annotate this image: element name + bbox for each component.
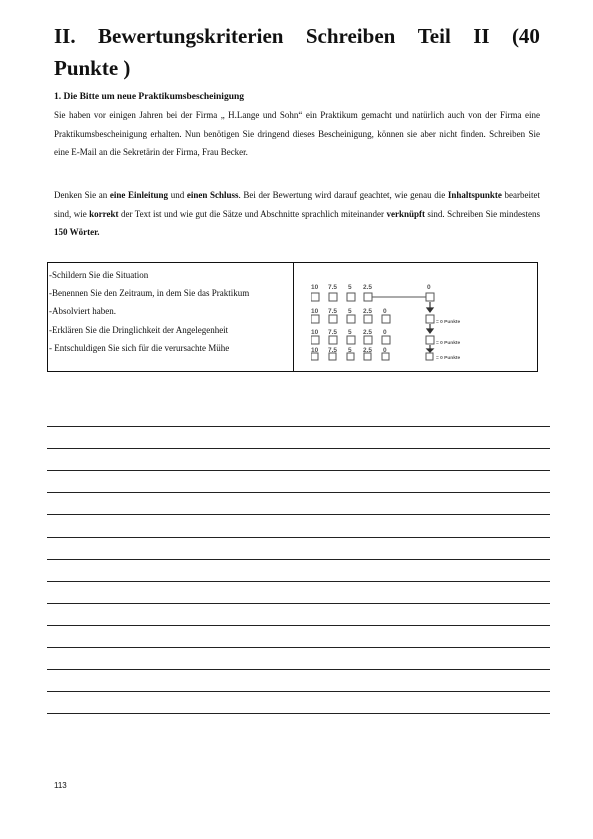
writing-line[interactable] bbox=[47, 538, 550, 560]
title-word: Teil bbox=[417, 24, 451, 48]
writing-line[interactable] bbox=[47, 427, 550, 449]
writing-line[interactable] bbox=[47, 692, 550, 714]
score-checkbox bbox=[382, 353, 389, 360]
arrow-head-icon bbox=[427, 308, 433, 312]
score-label: 5 bbox=[348, 347, 352, 354]
instr-text: bearbeitet sind, wie bbox=[54, 190, 540, 219]
page-title bbox=[54, 20, 540, 84]
writing-line[interactable] bbox=[47, 626, 550, 648]
score-checkbox bbox=[382, 336, 390, 344]
instr-bold: einen Schluss bbox=[186, 190, 239, 200]
writing-area[interactable] bbox=[47, 405, 550, 714]
writing-line[interactable] bbox=[47, 560, 550, 582]
criteria-list bbox=[49, 266, 291, 357]
score-label: 0 bbox=[427, 284, 431, 291]
score-checkbox bbox=[347, 315, 355, 323]
criteria-item: - Entschuldigen Sie sich für die verursachte Mühe bbox=[49, 342, 230, 353]
writing-line[interactable] bbox=[47, 648, 550, 670]
title-line-1 bbox=[54, 20, 540, 52]
score-checkbox bbox=[347, 293, 355, 301]
instr-text: Denken Sie an bbox=[54, 190, 110, 200]
score-checkbox bbox=[426, 336, 434, 344]
score-checkbox bbox=[329, 353, 336, 360]
task-instructions bbox=[54, 186, 540, 242]
score-label: 0 bbox=[383, 308, 387, 315]
scoring-diagram bbox=[311, 283, 486, 361]
score-label: 10 bbox=[311, 347, 319, 354]
score-checkbox bbox=[329, 336, 337, 344]
score-label: 2.5 bbox=[363, 347, 373, 354]
task-intro: Sie haben vor einigen Jahren bei der Firma „ H.Lange und Sohn“ ein Praktikum gemacht und natürlich auch von der Firma eine Praktikumsbescheinigung erhalten. Nun benötigen Sie dringend dieses Bescheinigung, können sie aber nicht finden. Schreiben Sie eine E-Mail an die Sekretärin der Firma, Frau Becker. bbox=[54, 110, 540, 157]
score-checkbox bbox=[311, 336, 319, 344]
title-line-2: Punkte ) bbox=[54, 56, 131, 80]
instr-bold: korrekt bbox=[89, 208, 119, 219]
score-checkbox bbox=[329, 315, 337, 323]
score-label: 10 bbox=[311, 284, 319, 291]
writing-line[interactable] bbox=[47, 604, 550, 626]
title-word: II bbox=[473, 24, 490, 48]
score-label: 5 bbox=[348, 308, 352, 315]
score-checkbox bbox=[426, 315, 434, 323]
score-checkbox bbox=[311, 293, 319, 301]
score-checkbox bbox=[364, 315, 372, 323]
score-label: 10 bbox=[311, 308, 319, 315]
score-checkbox bbox=[311, 315, 319, 323]
score-checkbox bbox=[426, 353, 433, 360]
zero-points-label: = 0 Punkte bbox=[436, 341, 461, 346]
writing-line[interactable] bbox=[47, 493, 550, 515]
score-label: 7.5 bbox=[328, 329, 338, 336]
page-number: 113 bbox=[54, 781, 67, 790]
score-checkbox bbox=[347, 353, 354, 360]
writing-line[interactable] bbox=[47, 515, 550, 537]
score-checkbox bbox=[426, 293, 434, 301]
score-label: 2.5 bbox=[363, 308, 373, 315]
score-label: 7.5 bbox=[328, 347, 338, 354]
task-heading: 1. Die Bitte um neue Praktikumsbescheinigung bbox=[54, 92, 245, 102]
instr-bold: Inhaltspunkte bbox=[447, 190, 502, 200]
arrow-head-icon bbox=[427, 349, 433, 352]
score-label: 5 bbox=[348, 284, 352, 291]
criteria-item: -Schildern Sie die Situation bbox=[49, 270, 149, 280]
title-word: II. bbox=[54, 24, 76, 48]
score-checkbox bbox=[364, 336, 372, 344]
instr-text: und bbox=[168, 190, 187, 200]
score-label: 10 bbox=[311, 329, 319, 336]
score-label: 0 bbox=[383, 329, 387, 336]
score-label: 0 bbox=[383, 347, 387, 354]
writing-line[interactable] bbox=[47, 471, 550, 493]
score-label: 7.5 bbox=[328, 284, 338, 291]
score-label: 5 bbox=[348, 329, 352, 336]
zero-points-label: = 0 Punkte bbox=[436, 356, 461, 361]
instr-text: . Bei der Bewertung wird darauf geachtet, wie genau die bbox=[238, 190, 448, 200]
score-checkbox bbox=[364, 293, 372, 301]
score-checkbox bbox=[382, 315, 390, 323]
instr-text: der Text ist und wie gut die Sätze und Abschnitte sprachlich miteinander bbox=[118, 208, 387, 219]
title-word: Bewertungskriterien bbox=[98, 24, 284, 48]
title-word: Schreiben bbox=[305, 24, 396, 48]
writing-line[interactable] bbox=[47, 670, 550, 692]
score-checkbox bbox=[347, 336, 355, 344]
score-checkbox bbox=[329, 293, 337, 301]
score-label: 2.5 bbox=[363, 284, 373, 291]
criteria-item: -Erklären Sie die Dringlichkeit der Angelegenheit bbox=[49, 324, 229, 335]
writing-line[interactable] bbox=[47, 449, 550, 471]
title-word: (40 bbox=[511, 24, 540, 48]
criteria-item: -Absolviert haben. bbox=[49, 306, 116, 317]
score-label: 7.5 bbox=[328, 308, 338, 315]
zero-points-label: = 0 Punkte bbox=[436, 320, 461, 325]
instr-bold: verknüpft bbox=[386, 208, 425, 219]
score-checkbox bbox=[311, 353, 318, 360]
arrow-head-icon bbox=[427, 329, 433, 333]
score-checkbox bbox=[364, 353, 371, 360]
table-divider bbox=[293, 263, 294, 371]
instr-bold: 150 Wörter. bbox=[54, 227, 100, 237]
criteria-item: -Benennen Sie den Zeitraum, in dem Sie das Praktikum bbox=[49, 288, 250, 299]
criteria-table bbox=[47, 262, 538, 372]
writing-line[interactable] bbox=[47, 405, 550, 427]
writing-line[interactable] bbox=[47, 582, 550, 604]
score-label: 2.5 bbox=[363, 329, 373, 336]
instr-text: sind. Schreiben Sie mindestens bbox=[424, 208, 541, 219]
instr-bold: eine Einleitung bbox=[109, 190, 169, 200]
